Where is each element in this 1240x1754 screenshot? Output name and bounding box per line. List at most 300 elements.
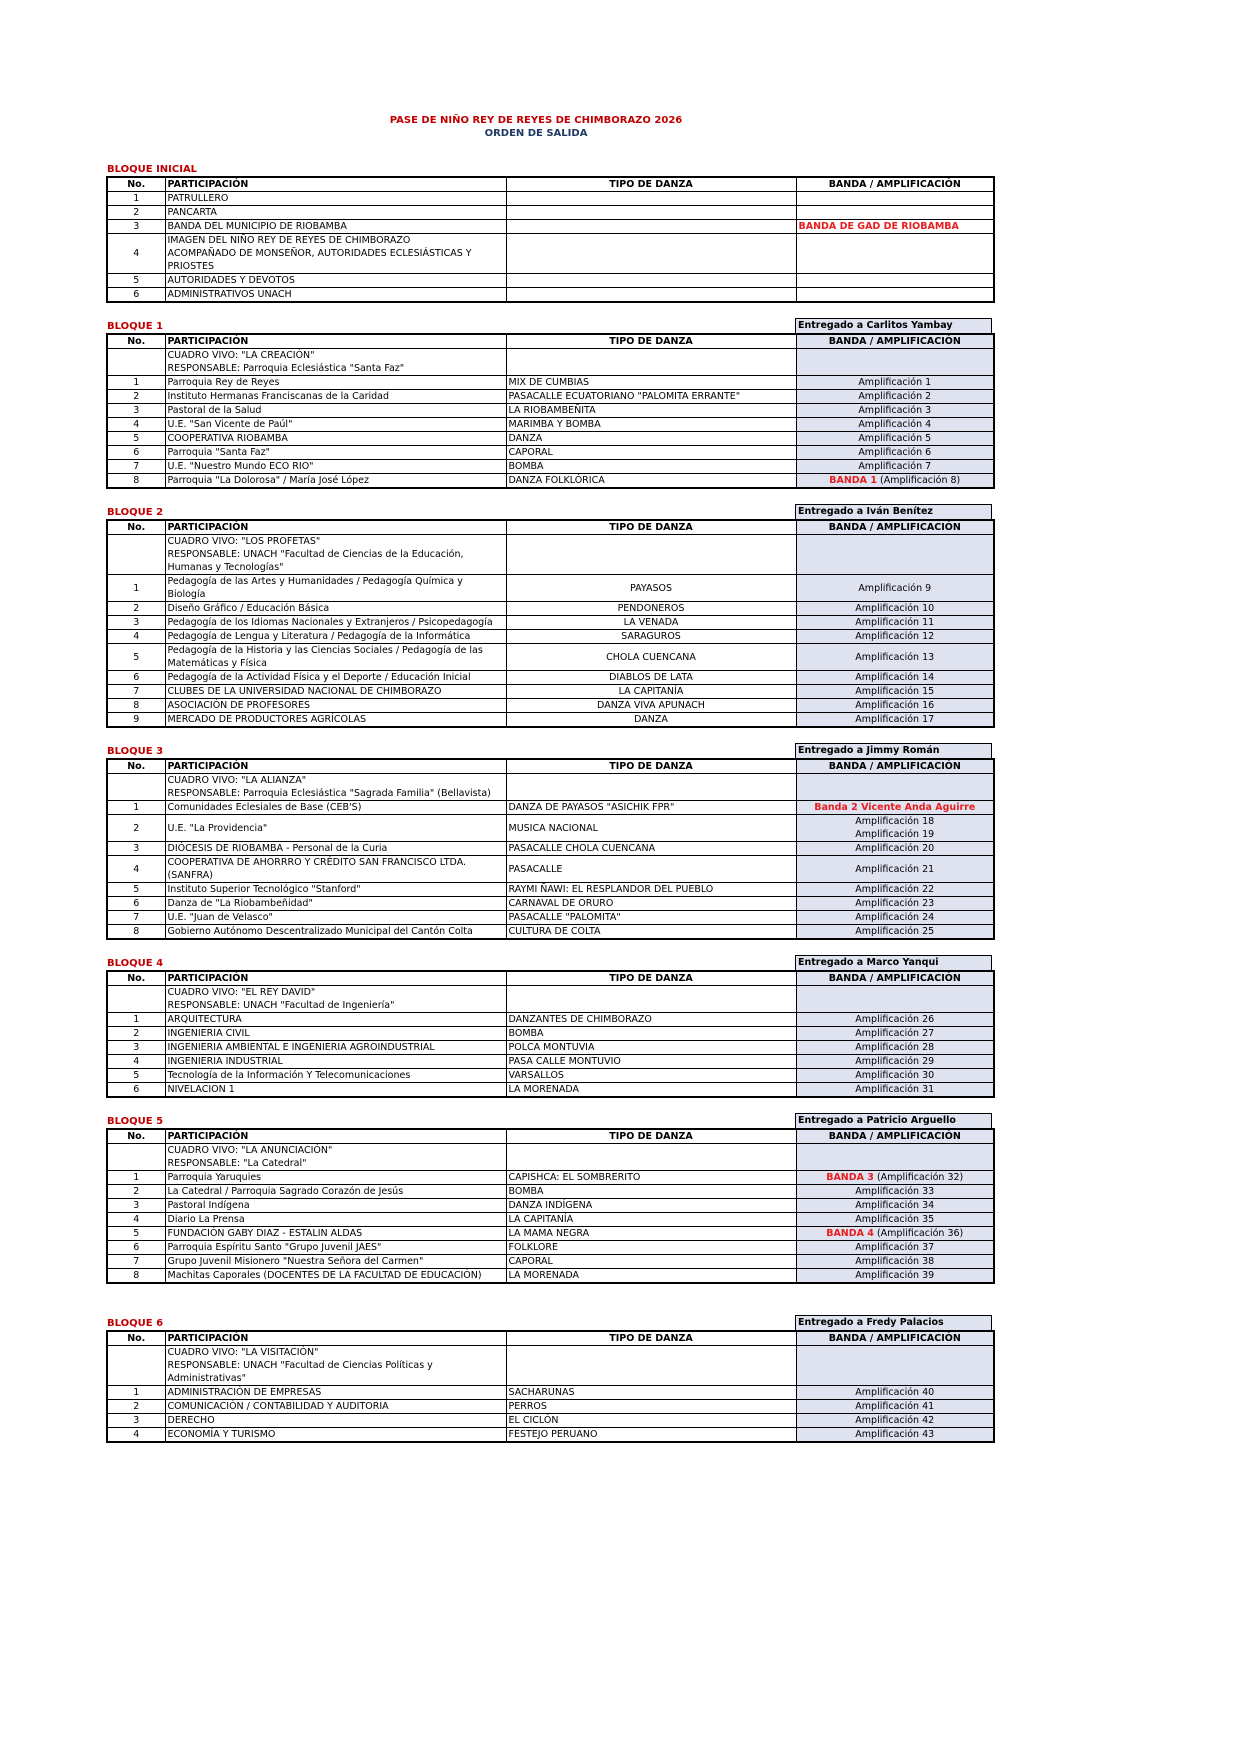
table-row (107, 1400, 994, 1414)
row-participation: Parroquia Rey de Reyes (165, 376, 506, 390)
row-number: 4 (107, 234, 165, 274)
table-row (107, 1227, 994, 1241)
band-amplification: (Amplificación 36) (876, 1228, 964, 1239)
row-participation: Pastoral de la Salud (165, 404, 506, 418)
row-number (107, 986, 165, 1013)
row-number: 4 (107, 418, 165, 432)
row-participation: Diario La Prensa (165, 1213, 506, 1227)
block-name: BLOQUE 1 (107, 321, 164, 332)
table-header-row (107, 334, 994, 349)
row-dance-type (506, 1346, 796, 1386)
header-dance-type: TIPO DE DANZA (506, 759, 796, 774)
row-participation: INGENIERIA INDUSTRIAL (165, 1055, 506, 1069)
row-dance-type (506, 220, 796, 234)
block-table (106, 333, 995, 489)
row-dance-type: SARAGUROS (506, 630, 796, 644)
row-number: 2 (107, 206, 165, 220)
block-table (106, 519, 995, 728)
row-number: 1 (107, 801, 165, 815)
header-band: BANDA / AMPLIFICACIÓN (796, 520, 994, 535)
row-dance-type: PASACALLE ECUATORIANO "PALOMITA ERRANTE" (506, 390, 796, 404)
row-band (796, 1346, 994, 1386)
row-number (107, 1346, 165, 1386)
table-header-row (107, 759, 994, 774)
block-name: BLOQUE 4 (107, 958, 164, 969)
row-number: 8 (107, 1269, 165, 1284)
row-participation: COOPERATIVA RIOBAMBA (165, 432, 506, 446)
row-band: Amplificación 11 (796, 616, 994, 630)
row-band: Amplificación 4 (796, 418, 994, 432)
table-row (107, 1013, 994, 1027)
block-name: BLOQUE 5 (107, 1116, 164, 1127)
row-band (796, 349, 994, 376)
row-band: Amplificación 34 (796, 1199, 994, 1213)
block-header (106, 503, 996, 519)
row-band: Amplificación 17 (796, 713, 994, 728)
table-row (107, 404, 994, 418)
block-table (106, 176, 995, 303)
row-participation: DERECHO (165, 1414, 506, 1428)
row-dance-type: DANZA FOLKLÓRICA (506, 474, 796, 489)
block-table (106, 758, 995, 940)
row-dance-type: CHOLA CUENCANA (506, 644, 796, 671)
row-number: 8 (107, 699, 165, 713)
row-participation: Diseño Gráfico / Educación Básica (165, 602, 506, 616)
row-number: 6 (107, 671, 165, 685)
table-row (107, 390, 994, 404)
band-highlight: Banda 2 Vicente Anda Aguirre (814, 802, 976, 813)
block-header (106, 742, 996, 758)
row-dance-type (506, 774, 796, 801)
row-band (796, 1144, 994, 1171)
row-number: 4 (107, 630, 165, 644)
row-number: 6 (107, 1241, 165, 1255)
row-dance-type: CAPISHCA: EL SOMBRERITO (506, 1171, 796, 1185)
table-row (107, 1055, 994, 1069)
row-number: 5 (107, 432, 165, 446)
row-number: 1 (107, 192, 165, 206)
row-dance-type: LA MORENADA (506, 1083, 796, 1098)
table-row (107, 206, 994, 220)
row-number: 3 (107, 1414, 165, 1428)
row-dance-type: LA MORENADA (506, 1269, 796, 1284)
delivered-to-label: Entregado a Fredy Palacios (795, 1315, 992, 1330)
row-number: 5 (107, 1069, 165, 1083)
row-dance-type: DANZA INDÍGENA (506, 1199, 796, 1213)
block-name: BLOQUE 2 (107, 507, 164, 518)
row-participation: CLUBES DE LA UNIVERSIDAD NACIONAL DE CHIMBORAZO (165, 685, 506, 699)
row-number: 4 (107, 1213, 165, 1227)
header-band: BANDA / AMPLIFICACIÓN (796, 334, 994, 349)
table-row (107, 1255, 994, 1269)
row-band: Amplificación 20 (796, 842, 994, 856)
table-row (107, 1069, 994, 1083)
block-section (106, 1112, 996, 1284)
row-band: Amplificación 7 (796, 460, 994, 474)
row-number: 5 (107, 644, 165, 671)
row-band (796, 206, 994, 220)
header-no: No. (107, 177, 165, 192)
table-row (107, 432, 994, 446)
row-participation: La Catedral / Parroquia Sagrado Corazón de Jesús (165, 1185, 506, 1199)
row-dance-type: LA VENADA (506, 616, 796, 630)
table-row (107, 535, 994, 575)
row-band: Amplificación 15 (796, 685, 994, 699)
row-number (107, 349, 165, 376)
row-band: Amplificación 31 (796, 1083, 994, 1098)
row-dance-type: DANZA (506, 713, 796, 728)
header-participation: PARTICIPACIÓN (165, 1331, 506, 1346)
row-number: 7 (107, 1255, 165, 1269)
header-no: No. (107, 759, 165, 774)
row-participation: Pedagogía de los Idiomas Nacionales y Extranjeros / Psicopedagogía (165, 616, 506, 630)
row-band: Amplificación 22 (796, 883, 994, 897)
row-number: 5 (107, 274, 165, 288)
row-band (796, 474, 994, 489)
row-dance-type: PERROS (506, 1400, 796, 1414)
block-name: BLOQUE 3 (107, 746, 164, 757)
table-row (107, 925, 994, 940)
row-band: Amplificación 27 (796, 1027, 994, 1041)
row-number: 2 (107, 815, 165, 842)
row-participation: PATRULLERO (165, 192, 506, 206)
row-dance-type: MARIMBA Y BOMBA (506, 418, 796, 432)
row-participation: Pedagogía de Lengua y Literatura / Pedagogía de la Informática (165, 630, 506, 644)
row-dance-type: DANZA (506, 432, 796, 446)
row-dance-type: PASACALLE (506, 856, 796, 883)
row-participation: U.E. "La Providencia" (165, 815, 506, 842)
row-number: 7 (107, 911, 165, 925)
row-dance-type: PASACALLE CHOLA CUENCANA (506, 842, 796, 856)
row-band: Amplificación 35 (796, 1213, 994, 1227)
header-no: No. (107, 971, 165, 986)
row-participation: Pedagogía de las Artes y Humanidades / Pedagogía Química y Biología (165, 575, 506, 602)
row-number: 4 (107, 1055, 165, 1069)
row-number: 1 (107, 1171, 165, 1185)
table-row (107, 1269, 994, 1284)
row-participation: Tecnología de la Información Y Telecomunicaciones (165, 1069, 506, 1083)
row-number: 2 (107, 602, 165, 616)
row-band (796, 1171, 994, 1185)
row-number: 6 (107, 1083, 165, 1098)
row-number: 8 (107, 474, 165, 489)
row-dance-type: BOMBA (506, 460, 796, 474)
row-participation: NIVELACION 1 (165, 1083, 506, 1098)
row-dance-type: CAPORAL (506, 446, 796, 460)
row-participation: ADMINISTRATIVOS UNACH (165, 288, 506, 303)
row-dance-type: FOLKLORE (506, 1241, 796, 1255)
header-dance-type: TIPO DE DANZA (506, 177, 796, 192)
row-dance-type: LA RIOBAMBEÑITA (506, 404, 796, 418)
row-band (796, 535, 994, 575)
row-dance-type: SACHARUNAS (506, 1386, 796, 1400)
row-band: Amplificación 14 (796, 671, 994, 685)
table-row (107, 911, 994, 925)
row-participation: Parroquia Yaruquies (165, 1171, 506, 1185)
row-participation: ASOCIACIÓN DE PROFESORES (165, 699, 506, 713)
row-dance-type: PAYASOS (506, 575, 796, 602)
block-section (106, 503, 996, 728)
header-participation: PARTICIPACIÓN (165, 520, 506, 535)
row-dance-type: MUSICA NACIONAL (506, 815, 796, 842)
delivered-to-label: Entregado a Jimmy Román (795, 743, 992, 758)
row-band: Amplificación 9 (796, 575, 994, 602)
row-number: 6 (107, 897, 165, 911)
table-row (107, 376, 994, 390)
row-dance-type: RAYMI ÑAWI: EL RESPLANDOR DEL PUEBLO (506, 883, 796, 897)
table-row (107, 220, 994, 234)
table-row (107, 474, 994, 489)
row-participation: BANDA DEL MUNICIPIO DE RIOBAMBA (165, 220, 506, 234)
row-band: Amplificación 24 (796, 911, 994, 925)
row-dance-type: POLCA MONTUVIA (506, 1041, 796, 1055)
table-row (107, 1213, 994, 1227)
table-row (107, 856, 994, 883)
header-no: No. (107, 520, 165, 535)
delivered-to-label: Entregado a Marco Yanqui (795, 955, 992, 970)
table-row (107, 234, 994, 274)
block-header (106, 954, 996, 970)
row-band: Amplificación 28 (796, 1041, 994, 1055)
band-amplification: (Amplificación 32) (876, 1172, 964, 1183)
row-participation: Comunidades Eclesiales de Base (CEB'S) (165, 801, 506, 815)
row-participation: ARQUITECTURA (165, 1013, 506, 1027)
row-dance-type: CARNAVAL DE ORURO (506, 897, 796, 911)
row-dance-type (506, 535, 796, 575)
block-header (106, 1112, 996, 1128)
row-number: 4 (107, 856, 165, 883)
row-number: 2 (107, 1027, 165, 1041)
row-dance-type (506, 206, 796, 220)
row-number: 5 (107, 883, 165, 897)
row-band (796, 288, 994, 303)
document (106, 114, 996, 1443)
table-row (107, 699, 994, 713)
row-band: Amplificación 12 (796, 630, 994, 644)
row-dance-type (506, 1144, 796, 1171)
table-row (107, 1027, 994, 1041)
table-row (107, 616, 994, 630)
block-table (106, 1330, 995, 1443)
row-dance-type: CAPORAL (506, 1255, 796, 1269)
row-participation: U.E. "Nuestro Mundo ECO RIO" (165, 460, 506, 474)
row-number: 1 (107, 376, 165, 390)
row-number (107, 535, 165, 575)
row-participation: CUADRO VIVO: "LA ANUNCIACIÓN" RESPONSABLE: "La Catedral" (165, 1144, 506, 1171)
table-header-row (107, 520, 994, 535)
row-dance-type: PASA CALLE MONTUVIO (506, 1055, 796, 1069)
row-number: 5 (107, 1227, 165, 1241)
row-dance-type: MIX DE CUMBIAS (506, 376, 796, 390)
table-row (107, 774, 994, 801)
row-band (796, 234, 994, 274)
row-band: Amplificación 30 (796, 1069, 994, 1083)
row-number (107, 1144, 165, 1171)
page-title: PASE DE NIÑO REY DE REYES DE CHIMBORAZO 2026 (389, 115, 683, 126)
header-participation: PARTICIPACIÓN (165, 759, 506, 774)
row-dance-type: LA CAPITANÍA (506, 1213, 796, 1227)
row-number: 1 (107, 575, 165, 602)
row-participation: CUADRO VIVO: "LA ALIANZA" RESPONSABLE: Parroquia Eclesiástica "Sagrada Familia" (Bellavista) (165, 774, 506, 801)
row-participation: COMUNICACIÓN / CONTABILIDAD Y AUDITORIA (165, 1400, 506, 1414)
row-dance-type (506, 274, 796, 288)
row-number: 1 (107, 1386, 165, 1400)
row-band: Amplificación 13 (796, 644, 994, 671)
row-number: 3 (107, 1041, 165, 1055)
table-row (107, 1171, 994, 1185)
header-band: BANDA / AMPLIFICACIÓN (796, 1331, 994, 1346)
row-band: Amplificación 33 (796, 1185, 994, 1199)
block-section (106, 160, 996, 303)
row-participation: U.E. "San Vicente de Paúl" (165, 418, 506, 432)
row-band: Amplificación 42 (796, 1414, 994, 1428)
row-participation: FUNDACIÓN GABY DIAZ - ESTALIN ALDAS (165, 1227, 506, 1241)
row-number: 6 (107, 288, 165, 303)
header-band: BANDA / AMPLIFICACIÓN (796, 759, 994, 774)
delivered-to-label: Entregado a Iván Benítez (795, 504, 992, 519)
row-number: 3 (107, 220, 165, 234)
row-band: Amplificación 16 (796, 699, 994, 713)
row-number: 3 (107, 1199, 165, 1213)
table-header-row (107, 1129, 994, 1144)
table-row (107, 274, 994, 288)
row-participation: CUADRO VIVO: "LOS PROFETAS" RESPONSABLE: UNACH "Facultad de Ciencias de la Educación, Humanas y Tecnologías" (165, 535, 506, 575)
table-row (107, 602, 994, 616)
row-band (796, 192, 994, 206)
row-dance-type (506, 192, 796, 206)
row-participation: ADMINISTRACIÓN DE EMPRESAS (165, 1386, 506, 1400)
row-participation: Machitas Caporales (DOCENTES DE LA FACULTAD DE EDUCACIÓN) (165, 1269, 506, 1284)
table-row (107, 1414, 994, 1428)
row-dance-type: PASACALLE "PALOMITA" (506, 911, 796, 925)
row-band: Amplificación 41 (796, 1400, 994, 1414)
table-row (107, 1144, 994, 1171)
row-participation: Pedagogía de la Historia y las Ciencias Sociales / Pedagogía de las Matemáticas y Física (165, 644, 506, 671)
row-number: 3 (107, 404, 165, 418)
table-row (107, 460, 994, 474)
table-header-row (107, 1331, 994, 1346)
row-dance-type (506, 986, 796, 1013)
row-band: Amplificación 37 (796, 1241, 994, 1255)
row-dance-type: DANZA DE PAYASOS "ASICHIK FPR" (506, 801, 796, 815)
row-participation: CUADRO VIVO: "LA VISITACIÓN" RESPONSABLE: UNACH "Facultad de Ciencias Políticas y Administrativas" (165, 1346, 506, 1386)
row-participation: Instituto Hermanas Franciscanas de la Caridad (165, 390, 506, 404)
table-row (107, 288, 994, 303)
row-number: 8 (107, 925, 165, 940)
table-header-row (107, 971, 994, 986)
row-participation: MERCADO DE PRODUCTORES AGRÍCOLAS (165, 713, 506, 728)
row-band: Amplificación 29 (796, 1055, 994, 1069)
row-band: Amplificación 2 (796, 390, 994, 404)
table-row (107, 801, 994, 815)
block-name: BLOQUE 6 (107, 1318, 164, 1329)
row-number: 2 (107, 1185, 165, 1199)
row-participation: Parroquia "Santa Faz" (165, 446, 506, 460)
table-row (107, 883, 994, 897)
table-row (107, 192, 994, 206)
row-band: Amplificación 38 (796, 1255, 994, 1269)
block-section (106, 317, 996, 489)
row-band: Amplificación 25 (796, 925, 994, 940)
row-band (796, 220, 994, 234)
row-band (796, 801, 994, 815)
row-participation: Parroquia Espíritu Santo "Grupo Juvenil JAES" (165, 1241, 506, 1255)
row-participation: ECONOMÍA Y TURISMO (165, 1428, 506, 1443)
table-row (107, 713, 994, 728)
block-header (106, 1314, 996, 1330)
header-dance-type: TIPO DE DANZA (506, 1331, 796, 1346)
table-row (107, 1241, 994, 1255)
table-row (107, 575, 994, 602)
block-header (106, 317, 996, 333)
row-dance-type: BOMBA (506, 1185, 796, 1199)
row-participation: Grupo Juvenil Misionero "Nuestra Señora del Carmen" (165, 1255, 506, 1269)
row-dance-type (506, 349, 796, 376)
row-dance-type: LA CAPITANÍA (506, 685, 796, 699)
table-row (107, 986, 994, 1013)
header-dance-type: TIPO DE DANZA (506, 1129, 796, 1144)
table-row (107, 671, 994, 685)
blocks-container (106, 160, 996, 1443)
row-dance-type: LA MAMA NEGRA (506, 1227, 796, 1241)
row-dance-type: CULTURA DE COLTA (506, 925, 796, 940)
row-band: Amplificación 26 (796, 1013, 994, 1027)
row-participation: INGENIERIA AMBIENTAL E INGENIERIA AGROINDUSTRIAL (165, 1041, 506, 1055)
header-dance-type: TIPO DE DANZA (506, 971, 796, 986)
row-number: 3 (107, 616, 165, 630)
delivered-to-label: Entregado a Carlitos Yambay (795, 318, 992, 333)
row-dance-type: DIABLOS DE LATA (506, 671, 796, 685)
row-number: 2 (107, 390, 165, 404)
row-participation: Instituto Superior Tecnológico "Stanford" (165, 883, 506, 897)
row-band: Amplificación 39 (796, 1269, 994, 1284)
row-number: 7 (107, 685, 165, 699)
row-participation: IMAGEN DEL NIÑO REY DE REYES DE CHIMBORAZO ACOMPAÑADO DE MONSEÑOR, AUTORIDADES ECLESIÁSTICAS Y PRIOSTES (165, 234, 506, 274)
header-band: BANDA / AMPLIFICACIÓN (796, 177, 994, 192)
header-dance-type: TIPO DE DANZA (506, 334, 796, 349)
row-band: Amplificación 43 (796, 1428, 994, 1443)
page-subtitle: ORDEN DE SALIDA (484, 128, 588, 139)
row-band: Amplificación 5 (796, 432, 994, 446)
row-number (107, 774, 165, 801)
header-no: No. (107, 334, 165, 349)
band-highlight: BANDA 3 (826, 1172, 874, 1183)
header-participation: PARTICIPACIÓN (165, 177, 506, 192)
row-participation: Pedagogía de la Actividad Física y el Deporte / Educación Inicial (165, 671, 506, 685)
row-band: Amplificación 40 (796, 1386, 994, 1400)
table-header-row (107, 177, 994, 192)
row-dance-type (506, 288, 796, 303)
table-row (107, 418, 994, 432)
row-band: Amplificación 23 (796, 897, 994, 911)
delivered-to-label: Entregado a Patricio Arguello (795, 1113, 992, 1128)
row-band (796, 1227, 994, 1241)
block-table (106, 1128, 995, 1284)
header-band: BANDA / AMPLIFICACIÓN (796, 971, 994, 986)
block-header (106, 160, 996, 176)
table-row (107, 1199, 994, 1213)
row-participation: U.E. "Juan de Velasco" (165, 911, 506, 925)
row-number: 3 (107, 842, 165, 856)
band-highlight: BANDA 4 (826, 1228, 874, 1239)
table-row (107, 842, 994, 856)
table-row (107, 1386, 994, 1400)
band-highlight: BANDA DE GAD DE RIOBAMBA (798, 221, 959, 232)
header-participation: PARTICIPACIÓN (165, 971, 506, 986)
row-participation: Danza de "La Riobambeñidad" (165, 897, 506, 911)
header-participation: PARTICIPACIÓN (165, 1129, 506, 1144)
row-number: 1 (107, 1013, 165, 1027)
